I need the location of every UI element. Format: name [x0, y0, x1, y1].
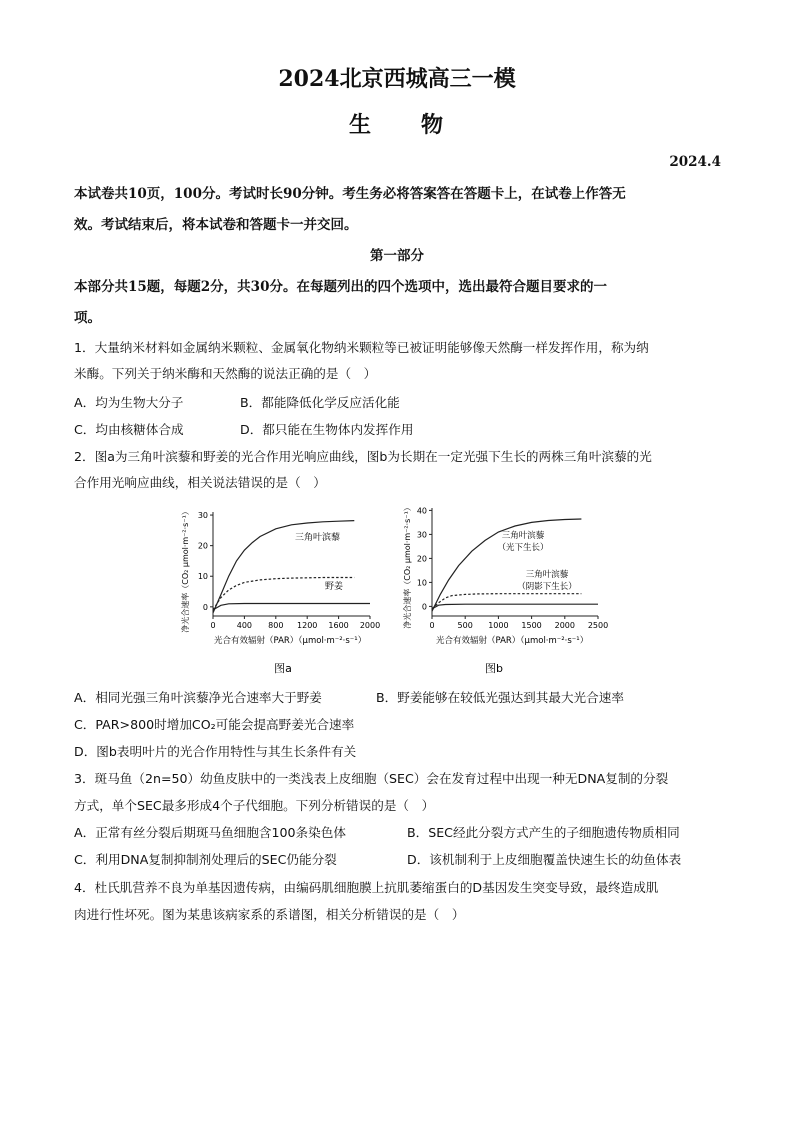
chart-a-label-yejiang: 野姜: [325, 582, 344, 592]
q3-option-a: A．正常有丝分裂后期斑马鱼细胞含100条染色体: [74, 825, 346, 840]
chart-b-label-shade-1: 三角叶滨藜: [525, 570, 569, 580]
intro-line-1: 本试卷共10页，100分。考试时长90分钟。考生务必将答案答在答题卡上，在试卷上作答无: [74, 186, 626, 202]
chart-a-xlabel: 光合有效辐射（PAR）（μmol·m⁻²·s⁻¹）: [214, 636, 367, 646]
chart-b-label-light-1: 三角叶滨藜: [501, 531, 545, 541]
q1-stem-2: 米酶。下列关于纳米酶和天然酶的说法正确的是（ ）: [74, 366, 377, 381]
part-desc-1: 本部分共15题，每题2分，共30分。在每题列出的四个选项中，选出最符合题目要求的一: [74, 279, 607, 295]
intro-line-2: 效。考试结束后，将本试卷和答题卡一并交回。: [74, 217, 358, 233]
b-series-line-1: [432, 594, 581, 609]
chart-b-xlabel: 光合有效辐射（PAR）（μmol·m⁻²·s⁻¹）: [436, 636, 589, 646]
subject-title: 生 物: [348, 112, 445, 138]
b-xtick-label: 2000: [554, 621, 575, 630]
b-xtick-label: 0: [429, 621, 435, 630]
chart-a-label-sanjiao: 三角叶滨藜: [295, 533, 341, 543]
a-xtick-label: 800: [268, 621, 284, 630]
q2-option-b: B．野姜能够在较低光强达到其最大光合速率: [376, 690, 624, 705]
b-ytick-label: 10: [416, 578, 427, 588]
b-ytick-label: 30: [416, 530, 427, 540]
q3-stem-1: 3．斑马鱼（2n=50）幼鱼皮肤中的一类浅表上皮细胞（SEC）会在发育过程中出现一种无DNA复制的分裂: [74, 771, 669, 786]
chart-a-caption: 图a: [274, 662, 292, 675]
b-xtick-label: 500: [457, 621, 473, 630]
q2-option-d: D．图b表明叶片的光合作用特性与其生长条件有关: [74, 744, 357, 759]
a-xtick-label: 1600: [328, 621, 349, 630]
b-ytick-label: 0: [421, 602, 427, 612]
q3-option-b: B．SEC经此分裂方式产生的子细胞遗传物质相同: [407, 825, 680, 840]
chart-a: [180, 500, 380, 680]
a-xtick-label: 1200: [297, 621, 318, 630]
q2-option-a: A．相同光强三角叶滨藜净光合速率大于野姜: [74, 690, 322, 705]
b-ytick-label: 20: [416, 554, 427, 564]
q1-option-d: D．都只能在生物体内发挥作用: [240, 422, 414, 437]
q2-stem-2: 合作用光响应曲线，相关说法错误的是（ ）: [74, 475, 326, 490]
exam-date: 2024.4: [669, 154, 721, 170]
q1-stem-1: 1．大量纳米材料如金属纳米颗粒、金属氧化物纳米颗粒等已被证明能够像天然酶一样发挥作用，称为纳: [74, 340, 649, 355]
a-ytick-label: 0: [202, 602, 208, 612]
q1-option-b: B．都能降低化学反应活化能: [240, 395, 400, 410]
q2-stem-1: 2．图a为三角叶滨藜和野姜的光合作用光响应曲线，图b为长期在一定光强下生长的两株三角叶滨藜的光: [74, 449, 652, 464]
chart-b: [400, 500, 610, 680]
q4-stem-1: 4．杜氏肌营养不良为单基因遗传病，由编码肌细胞膜上抗肌萎缩蛋白的D基因发生突变导致，最终造成肌: [74, 880, 659, 895]
chart-a-ylabel: 净光合速率（CO₂ μmol·m⁻²·s⁻¹）: [181, 507, 190, 633]
a-ytick-label: 30: [197, 511, 208, 521]
b-series-line-2: [432, 604, 598, 609]
b-xtick-label: 1000: [488, 621, 509, 630]
b-xtick-label: 2500: [587, 621, 609, 630]
q4-stem-2: 肉进行性坏死。图为某患该病家系的系谱图，相关分析错误的是（ ）: [74, 907, 465, 922]
chart-b-label-shade-2: （阴影下生长）: [517, 582, 577, 592]
q3-option-c: C．利用DNA复制抑制剂处理后的SEC仍能分裂: [74, 852, 337, 867]
q1-option-a: A．均为生物大分子: [74, 395, 184, 410]
q2-option-c: C．PAR>800时增加CO₂可能会提高野姜光合速率: [74, 717, 355, 732]
part-heading: 第一部分: [370, 248, 424, 264]
a-ytick-label: 20: [197, 541, 208, 551]
chart-b-label-light-2: （光下生长）: [497, 543, 549, 553]
chart-b-caption: 图b: [485, 662, 503, 675]
a-xtick-label: 2000: [359, 621, 380, 630]
b-ytick-label: 40: [416, 506, 427, 516]
a-xtick-label: 400: [236, 621, 253, 630]
chart-b-ylabel: 净光合速率（CO₂ μmol·m⁻²·s⁻¹）: [403, 503, 412, 629]
b-xtick-label: 1500: [521, 621, 542, 630]
q1-option-c: C．均由核糖体合成: [74, 422, 184, 437]
a-ytick-label: 10: [197, 572, 208, 582]
part-desc-2: 项。: [74, 310, 101, 326]
q3-option-d: D．该机制利于上皮细胞覆盖快速生长的幼鱼体表: [407, 852, 682, 867]
a-series-line-2: [213, 604, 370, 610]
a-xtick-label: 0: [210, 621, 216, 630]
q3-stem-2: 方式，单个SEC最多形成4个子代细胞。下列分析错误的是（ ）: [74, 798, 435, 813]
page-title: 2024北京西城高三一模: [278, 66, 516, 92]
